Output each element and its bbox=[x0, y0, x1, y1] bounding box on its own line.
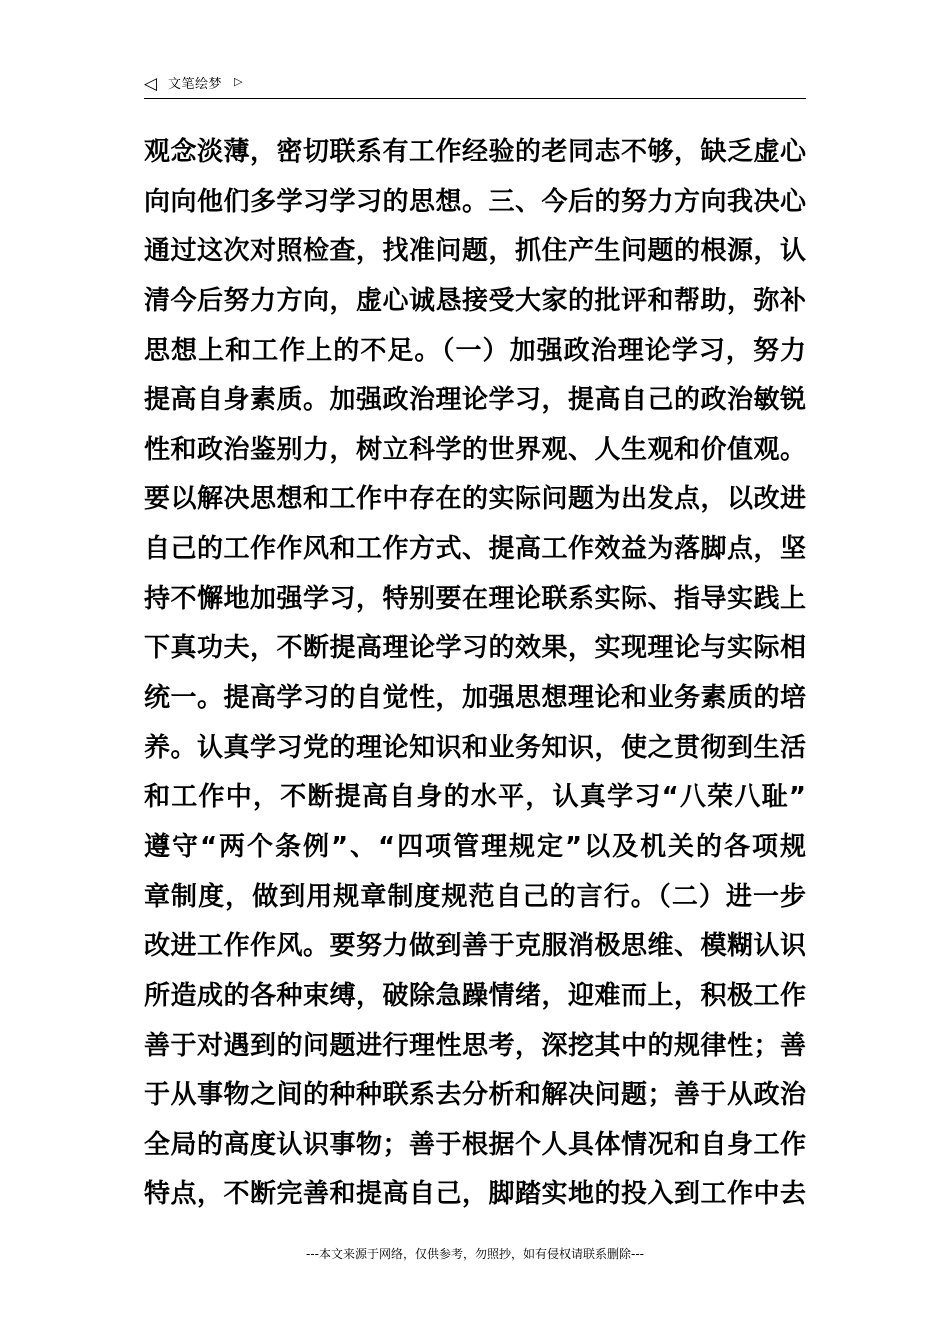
body-line: 观念淡薄，密切联系有工作经验的老同志不够，缺乏虚心 bbox=[144, 137, 806, 167]
triangle-right-icon: ▷ bbox=[234, 75, 243, 88]
body-line: 于从事物之间的种种联系去分析和解决问题；善于从政治 bbox=[144, 1080, 806, 1111]
body-line: 向向他们多学习学习的思想。三、今后的努力方向我决心 bbox=[144, 186, 806, 217]
body-line: 下真功夫，不断提高理论学习的效果，实现理论与实际相 bbox=[144, 633, 806, 664]
body-line: 章制度，做到用规章制度规范自己的言行。（二）进一步 bbox=[144, 881, 806, 912]
body-line: 遵守“两个条例”、“四项管理规定”以及机关的各项规 bbox=[144, 831, 806, 862]
body-line: 提高自身素质。加强政治理论学习，提高自己的政治敏锐 bbox=[144, 385, 806, 416]
body-line: 统一。提高学习的自觉性，加强思想理论和业务素质的培 bbox=[144, 683, 806, 714]
page-header bbox=[144, 74, 806, 99]
body-line: 善于对遇到的问题进行理性思考，深挖其中的规律性；善 bbox=[144, 1030, 806, 1061]
body-line: 思想上和工作上的不足。（一）加强政治理论学习，努力 bbox=[144, 335, 806, 366]
body-line: 持不懈地加强学习，特别要在理论联系实际、指导实践上 bbox=[144, 583, 806, 614]
header-title: 文笔绘梦 bbox=[168, 77, 223, 92]
body-line: 性和政治鉴别力，树立科学的世界观、人生观和价值观。 bbox=[144, 434, 806, 465]
triangle-left-icon: ◁ bbox=[144, 74, 158, 94]
body-line: 清今后努力方向，虚心诚恳接受大家的批评和帮助，弥补 bbox=[144, 285, 806, 316]
body-line: 特点，不断完善和提高自己，脚踏实地的投入到工作中去 bbox=[144, 1179, 806, 1210]
body-line: 养。认真学习党的理论知识和业务知识，使之贯彻到生活 bbox=[144, 732, 806, 763]
body-line: 全局的高度认识事物；善于根据个人具体情况和自身工作 bbox=[144, 1129, 806, 1160]
document-body bbox=[144, 128, 806, 1220]
body-line: 改进工作作风。要努力做到善于克服消极思维、模糊认识 bbox=[144, 931, 806, 962]
page-footer: ---本文来源于网络，仅供参考，勿照抄，如有侵权请联系删除--- bbox=[306, 1247, 644, 1261]
body-line: 所造成的各种束缚，破除急躁情绪，迎难而上，积极工作 bbox=[144, 980, 806, 1011]
body-line: 通过这次对照检查，找准问题，抓住产生问题的根源，认 bbox=[144, 236, 806, 267]
body-line: 要以解决思想和工作中存在的实际问题为出发点，以改进 bbox=[144, 484, 806, 515]
body-line: 和工作中，不断提高自身的水平，认真学习“八荣八耻” bbox=[144, 782, 806, 813]
body-line: 自己的工作作风和工作方式、提高工作效益为落脚点，坚 bbox=[144, 534, 806, 565]
